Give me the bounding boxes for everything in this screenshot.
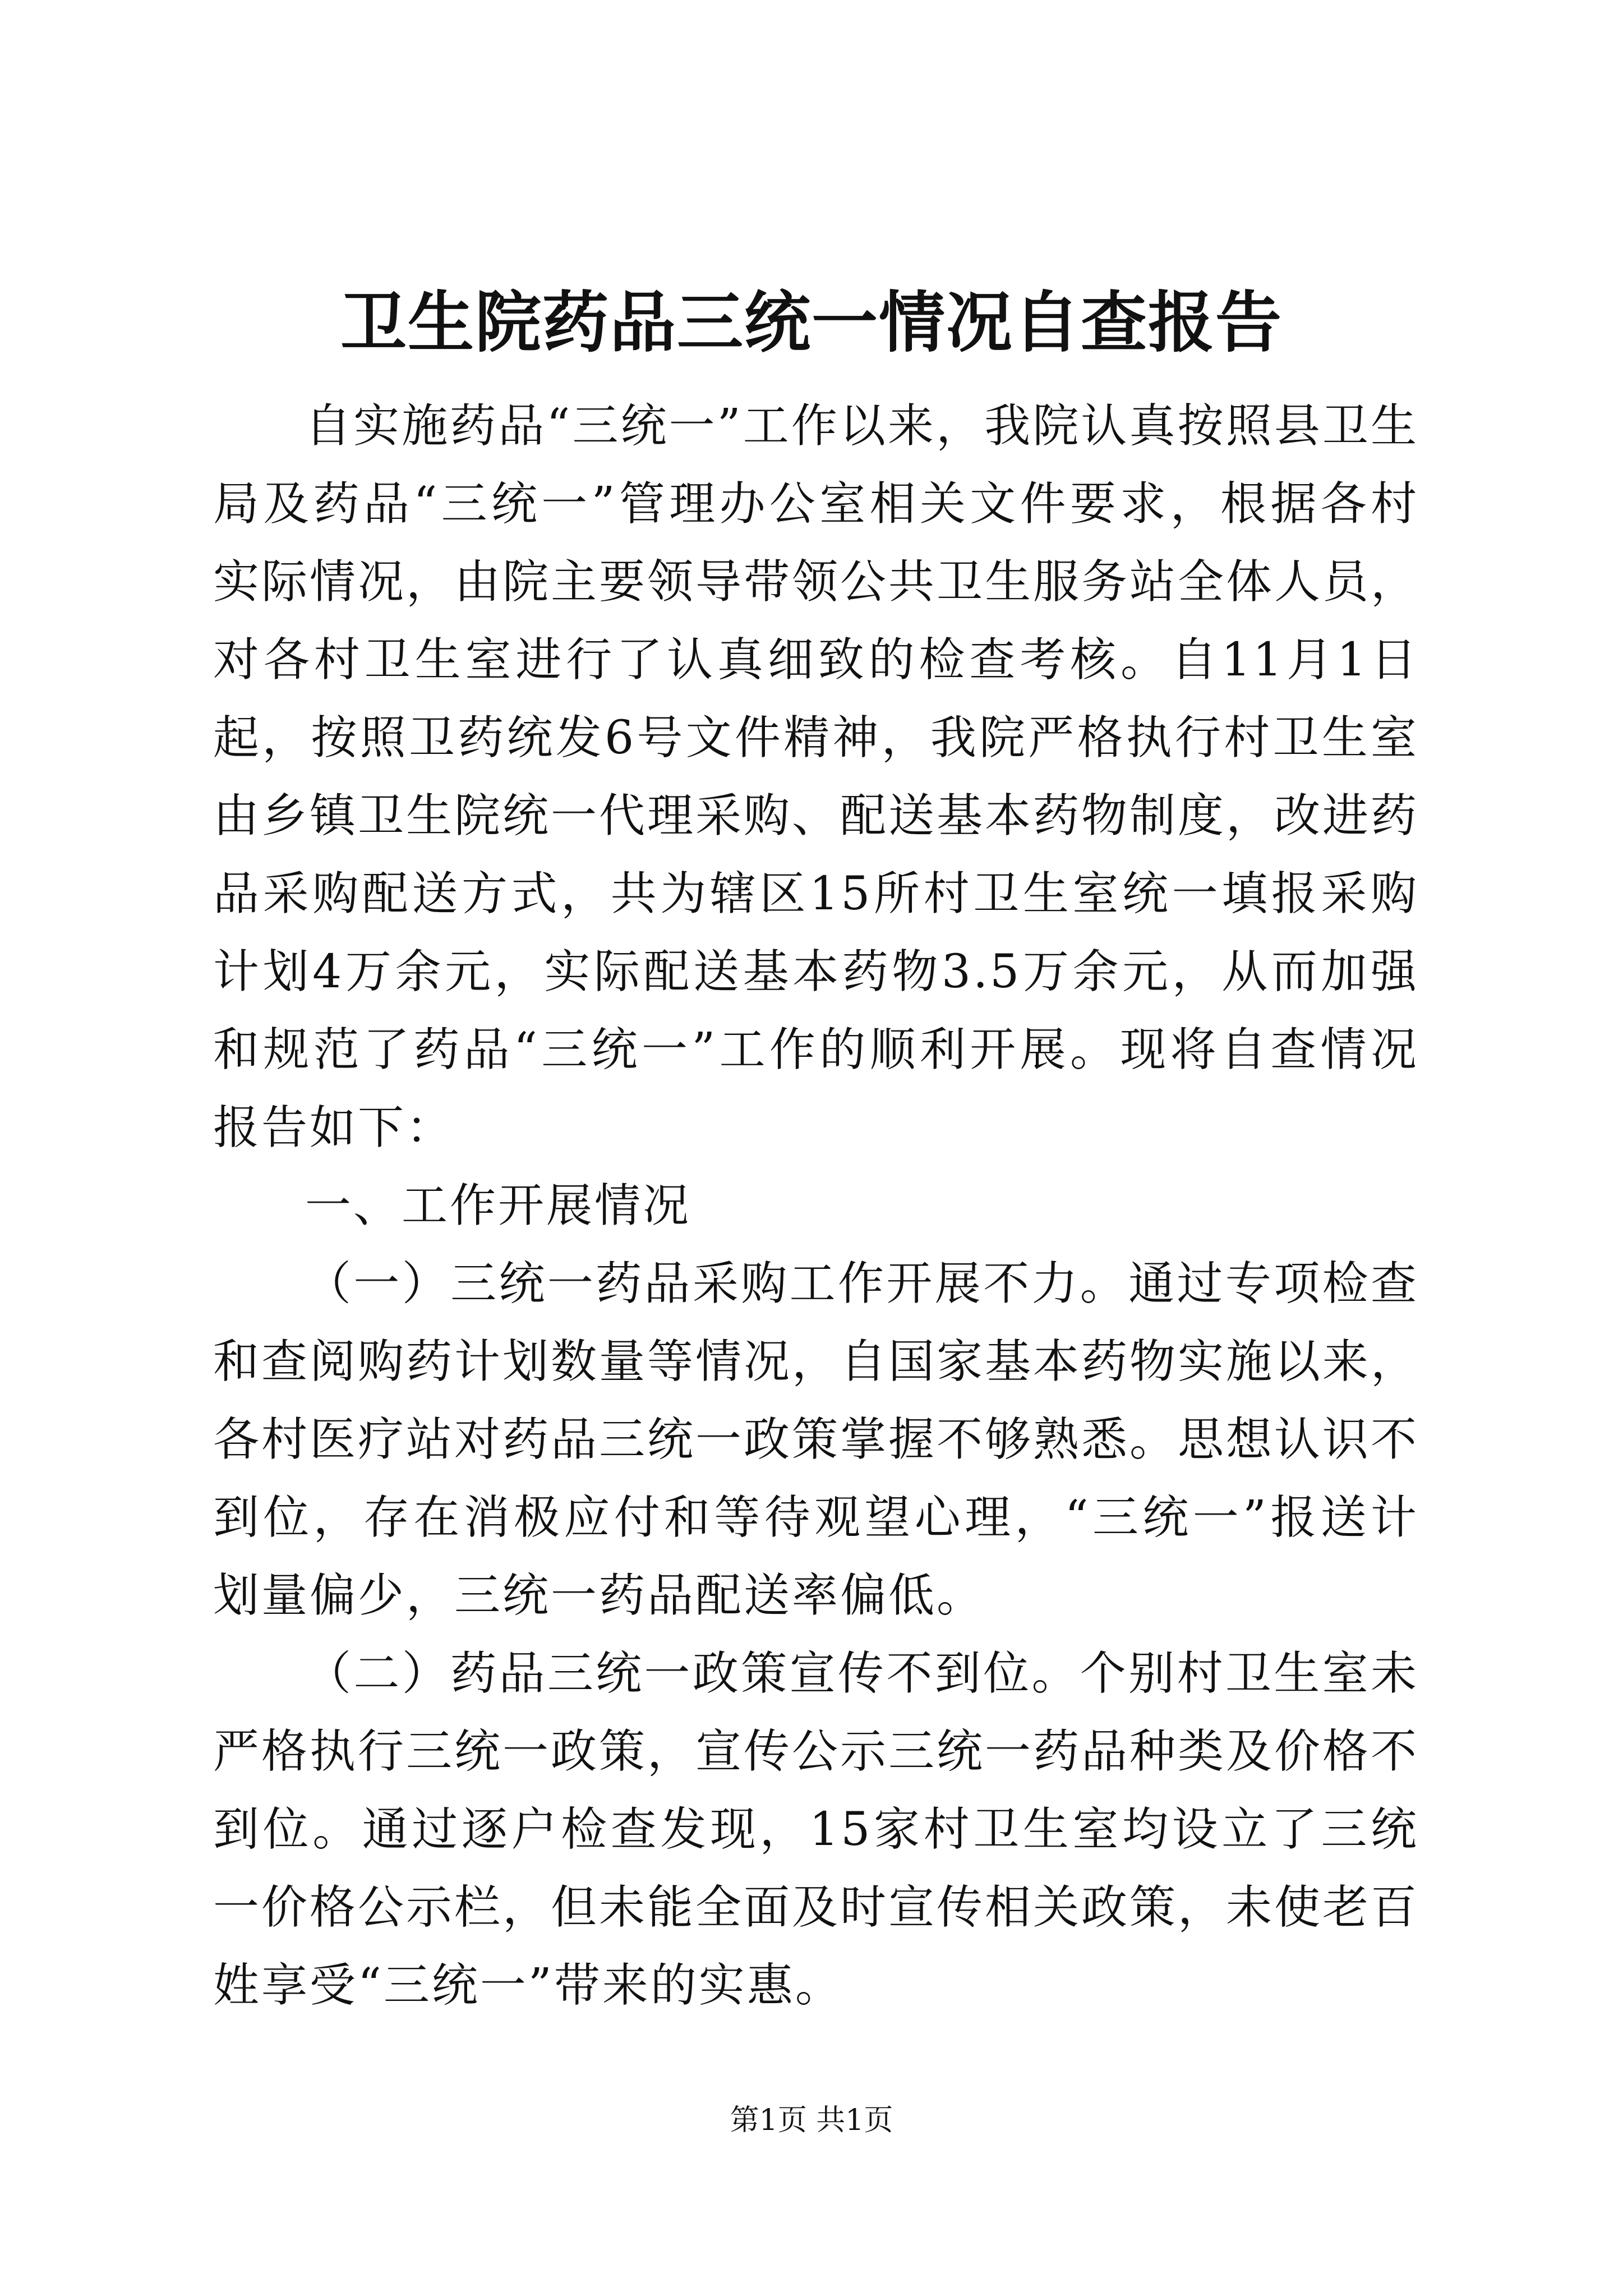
- document-body: [213, 387, 1419, 2024]
- intro-paragraph: 自实施药品“三统一”工作以来，我院认真按照县卫生局及药品“三统一”管理办公室相关文件要求，根据各村实际情况，由院主要领导带领公共卫生服务站全体人员，对各村卫生室进行了认真细致的检查考核。自11月1日起，按照卫药统发6号文件精神，我院严格执行村卫生室由乡镇卫生院统一代理采购、配送基本药物制度，改进药品采购配送方式，共为辖区15所村卫生室统一填报采购计划4万余元，实际配送基本药物3.5万余元，从而加强和规范了药品“三统一”工作的顺利开展。现将自查情况报告如下：: [213, 399, 1419, 1154]
- item-paragraph-2: （二）药品三统一政策宣传不到位。个别村卫生室未严格执行三统一政策，宣传公示三统一药品种类及价格不到位。通过逐户检查发现，15家村卫生室均设立了三统一价格公示栏，但未能全面及时宣传相关政策，未使老百姓享受“三统一”带来的实惠。: [213, 1647, 1419, 2012]
- section-heading: 一、工作开展情况: [305, 1179, 691, 1232]
- page-footer: 第1页 共1页: [730, 2104, 893, 2137]
- item-paragraph-1: （一）三统一药品采购工作开展不力。通过专项检查和查阅购药计划数量等情况，自国家基本药物实施以来，各村医疗站对药品三统一政策掌握不够熟悉。思想认识不到位，存在消极应付和等待观望心理，“三统一”报送计划量偏少，三统一药品配送率偏低。: [213, 1257, 1419, 1622]
- document-title: 卫生院药品三统一情况自查报告: [340, 283, 1283, 361]
